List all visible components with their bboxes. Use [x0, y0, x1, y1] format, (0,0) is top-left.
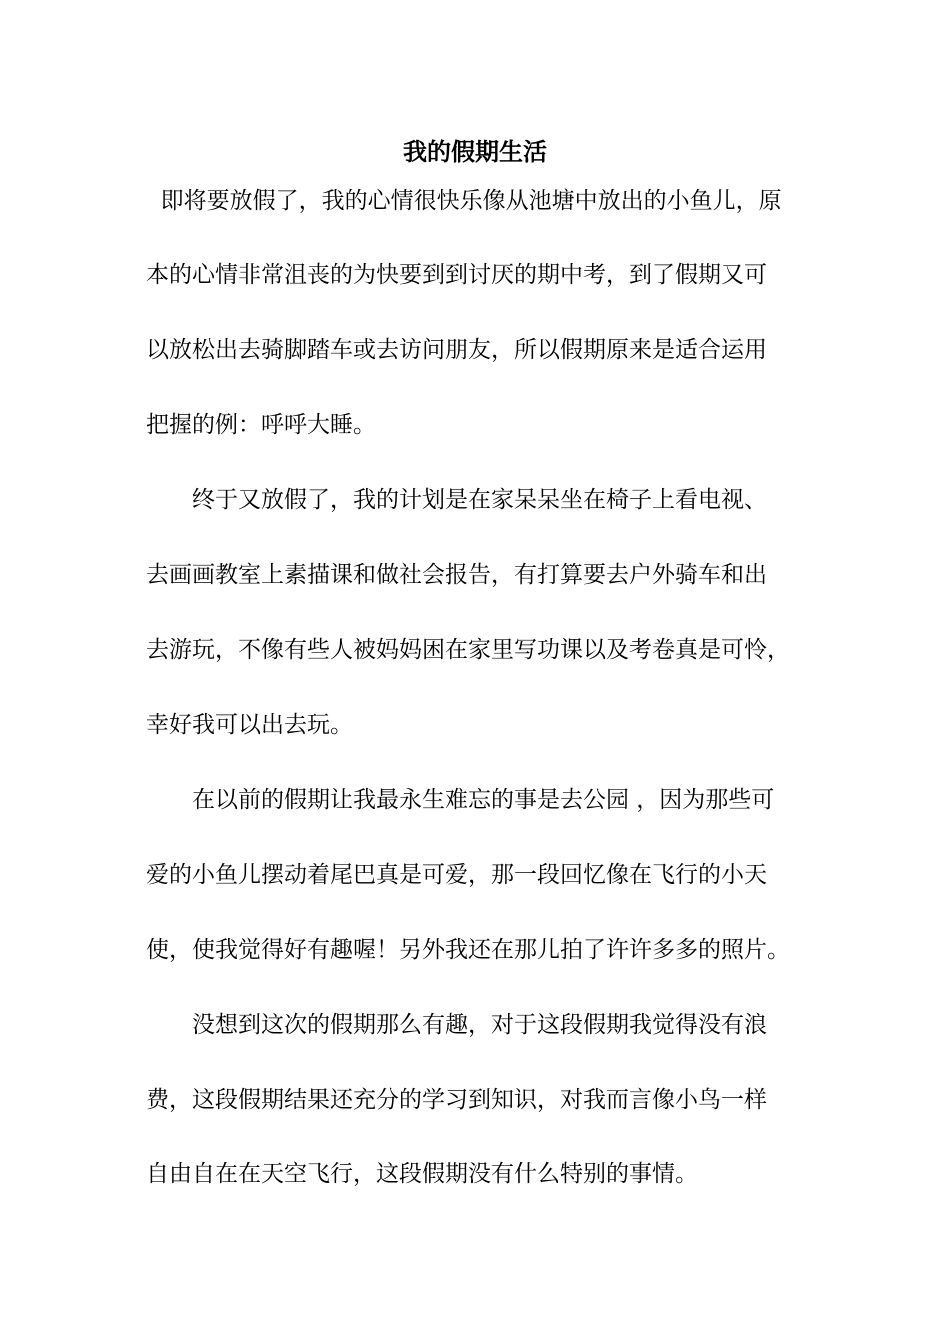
text-line-2: 本的心情非常沮丧的为快要到到讨厌的期中考，到了假期又可: [146, 262, 767, 288]
text-line-4: 把握的例：呼呼大睡。: [146, 412, 376, 438]
document-title: 我的假期生活: [403, 137, 547, 166]
text-line-8: 幸好我可以出去玩。: [146, 712, 353, 738]
text-line-1: 即将要放假了，我的心情很快乐像从池塘中放出的小鱼儿，原: [146, 188, 782, 214]
text-line-11: 使，使我觉得好有趣喔！另外我还在那儿拍了许许多多的照片。: [146, 937, 790, 963]
text-line-5: 终于又放假了，我的计划是在家呆呆坐在椅子上看电视、: [146, 487, 767, 513]
text-line-6: 去画画教室上素描课和做社会报告，有打算要去户外骑车和出: [146, 562, 767, 588]
text-line-13: 费，这段假期结果还充分的学习到知识，对我而言像小鸟一样: [146, 1087, 767, 1113]
text-line-10: 爱的小鱼儿摆动着尾巴真是可爱，那一段回忆像在飞行的小天: [146, 862, 767, 888]
text-line-7: 去游玩，不像有些人被妈妈困在家里写功课以及考卷真是可怜，: [146, 637, 790, 663]
text-line-14: 自由自在在天空飞行，这段假期没有什么特别的事情。: [146, 1161, 698, 1187]
text-line-9: 在以前的假期让我最永生难忘的事是去公园 ，因为那些可: [146, 787, 775, 813]
text-line-12: 没想到这次的假期那么有趣，对于这段假期我觉得没有浪: [146, 1012, 767, 1038]
text-line-3: 以放松出去骑脚踏车或去访问朋友，所以假期原来是适合运用: [146, 337, 767, 363]
